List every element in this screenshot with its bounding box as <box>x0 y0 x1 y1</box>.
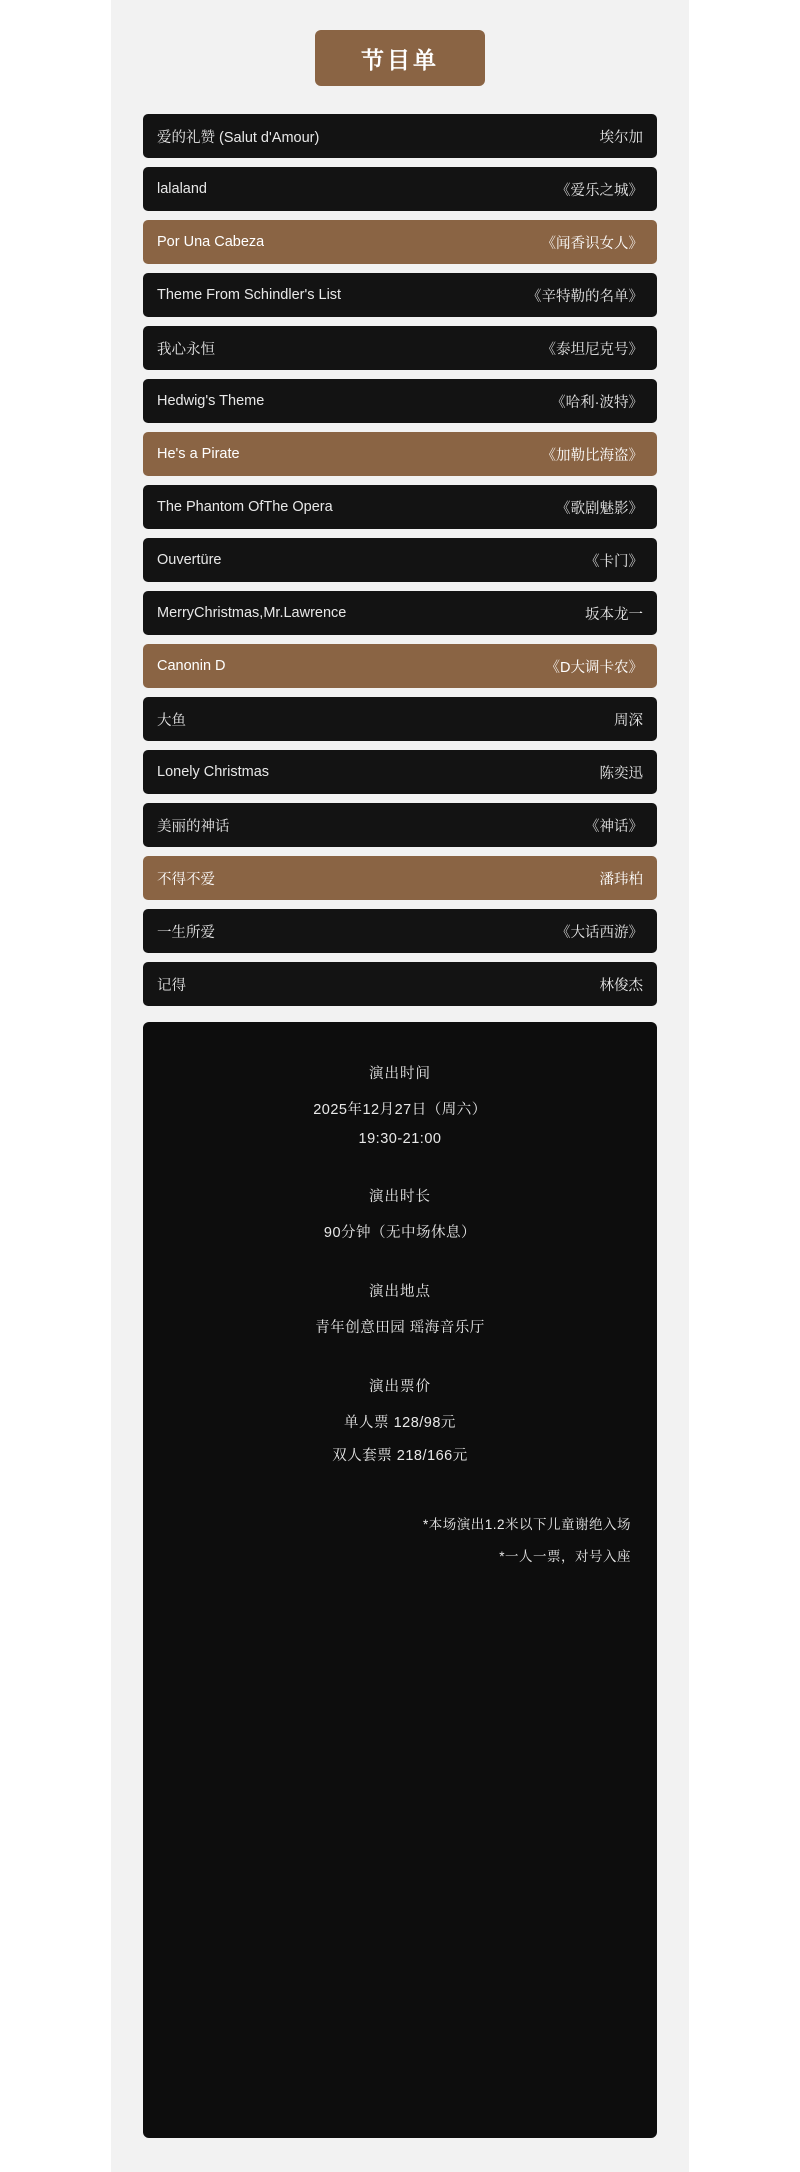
info-duration-value: 90分钟（无中场休息） <box>323 1225 477 1241</box>
program-subtitle: 《辛特勒的名单》 <box>527 288 643 305</box>
program-title: The Phantom OfThe Opera <box>157 499 333 515</box>
program-row <box>143 167 657 211</box>
program-title: 爱的礼赞 (Salut d'Amour) <box>157 129 320 146</box>
info-venue-value: 青年创意田园 瑶海音乐厅 <box>315 1320 485 1336</box>
program-row <box>143 432 657 476</box>
info-label-time: 演出时间 <box>369 1066 431 1082</box>
program-subtitle: 《泰坦尼克号》 <box>541 341 643 358</box>
program-title: Theme From Schindler's List <box>157 287 342 303</box>
program-row <box>143 114 657 158</box>
info-time-date: 2025年12月27日（周六） <box>313 1102 487 1118</box>
info-block-price <box>167 1375 633 1477</box>
program-title: Por Una Cabeza <box>157 234 265 250</box>
program-row <box>143 803 657 847</box>
program-title: lalaland <box>157 181 207 197</box>
program-subtitle: 《加勒比海盗》 <box>541 447 643 464</box>
program-subtitle: 《爱乐之城》 <box>556 182 643 199</box>
notes-block <box>167 1513 633 1577</box>
note-seating-policy: *一人一票，对号入座 <box>499 1549 631 1564</box>
info-block-duration <box>167 1185 633 1254</box>
program-subtitle: 周深 <box>614 712 643 729</box>
page-title: 节目单 <box>315 30 485 86</box>
program-subtitle: 《哈利·波特》 <box>551 394 643 411</box>
program-subtitle: 《歌剧魅影》 <box>556 500 643 517</box>
program-subtitle: 陈奕迅 <box>599 765 643 782</box>
program-row <box>143 485 657 529</box>
info-block-time <box>167 1062 633 1159</box>
program-list <box>143 114 657 1006</box>
info-label-price: 演出票价 <box>369 1379 431 1395</box>
program-title: 不得不爱 <box>157 871 215 888</box>
info-label-venue: 演出地点 <box>369 1284 431 1300</box>
program-title: 大鱼 <box>157 712 186 729</box>
program-subtitle: 埃尔加 <box>599 129 643 146</box>
poster-page <box>111 0 689 2172</box>
info-time-hours: 19:30-21:00 <box>358 1131 442 1147</box>
program-title: He's a Pirate <box>157 446 240 462</box>
program-subtitle: 《卡门》 <box>585 553 643 570</box>
program-subtitle: 《D大调卡农》 <box>545 659 643 676</box>
program-subtitle: 林俊杰 <box>599 977 643 994</box>
info-block-venue <box>167 1280 633 1349</box>
program-subtitle: 《神话》 <box>585 818 643 835</box>
program-title: Lonely Christmas <box>157 764 270 780</box>
program-subtitle: 坂本龙一 <box>585 606 643 623</box>
program-row <box>143 326 657 370</box>
program-title: 我心永恒 <box>157 341 215 358</box>
info-price-single: 单人票 128/98元 <box>344 1415 456 1431</box>
program-title: 一生所爱 <box>157 924 215 941</box>
program-title: Hedwig's Theme <box>157 393 265 409</box>
info-label-duration: 演出时长 <box>369 1189 431 1205</box>
program-row <box>143 379 657 423</box>
program-subtitle: 潘玮柏 <box>599 871 643 888</box>
program-subtitle: 《闻香识女人》 <box>541 235 643 252</box>
program-row <box>143 856 657 900</box>
program-row <box>143 750 657 794</box>
program-title: 记得 <box>157 977 186 994</box>
program-row <box>143 591 657 635</box>
program-title: Ouvertüre <box>157 552 222 568</box>
program-row <box>143 644 657 688</box>
program-row <box>143 697 657 741</box>
note-child-policy: *本场演出1.2米以下儿童谢绝入场 <box>422 1517 631 1532</box>
program-row <box>143 273 657 317</box>
program-row <box>143 538 657 582</box>
performance-info-card <box>143 1022 657 2138</box>
program-title: 美丽的神话 <box>157 818 230 835</box>
program-row <box>143 909 657 953</box>
program-subtitle: 《大话西游》 <box>556 924 643 941</box>
program-title: Canonin D <box>157 658 226 674</box>
info-price-double: 双人套票 218/166元 <box>332 1448 468 1464</box>
program-row <box>143 962 657 1006</box>
program-row <box>143 220 657 264</box>
program-title: MerryChristmas,Mr.Lawrence <box>157 605 347 621</box>
